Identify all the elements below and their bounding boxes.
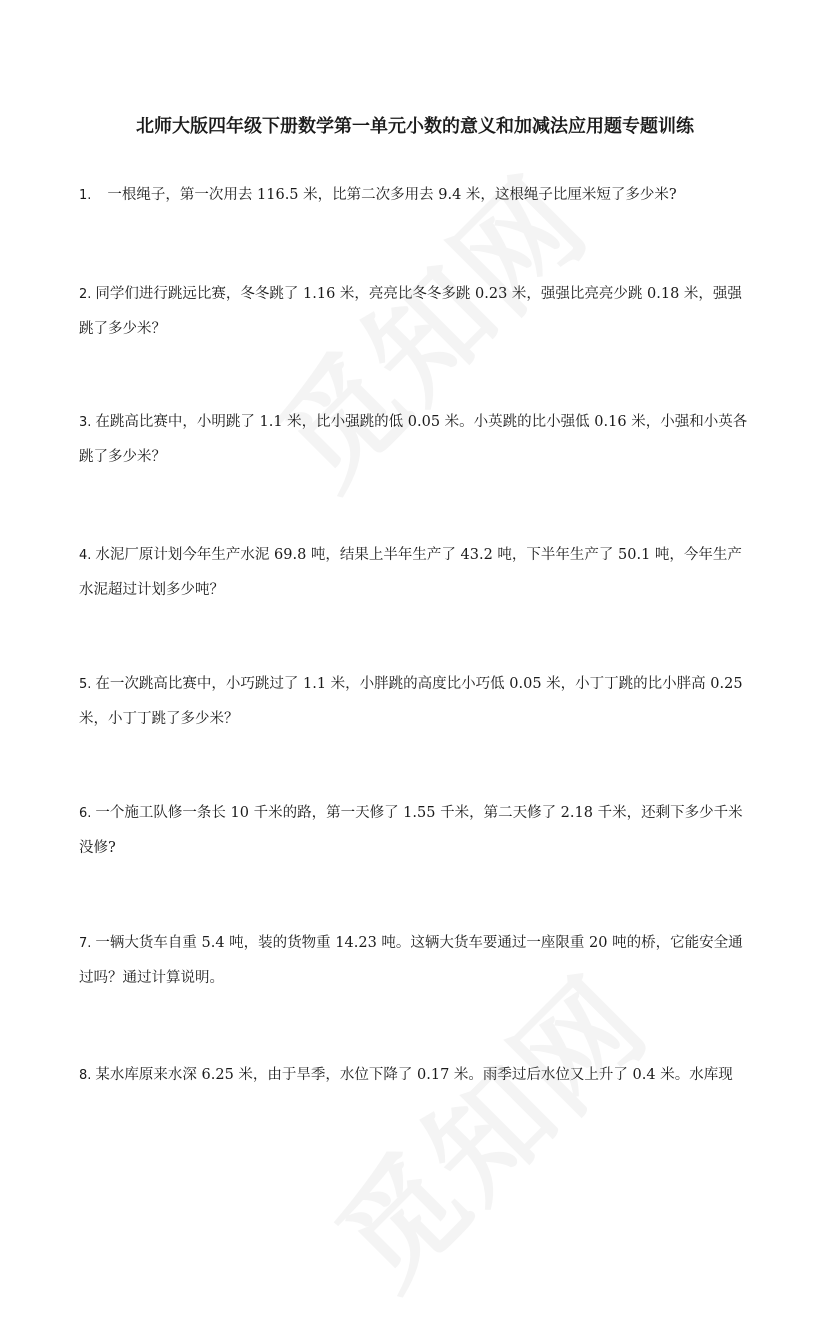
question-number: 5. bbox=[79, 677, 92, 692]
question-text: 一个施工队修一条长 10 千米的路，第一天修了 1.55 千米，第二天修了 2.18 千米，还剩下多少千米没修? bbox=[79, 805, 743, 856]
question-number: 4. bbox=[79, 548, 92, 563]
question-number: 7. bbox=[79, 936, 92, 951]
question-number: 8. bbox=[79, 1068, 92, 1083]
question-item bbox=[79, 538, 751, 608]
page-title: 北师大版四年级下册数学第一单元小数的意义和加减法应用题专题训练 bbox=[136, 116, 694, 137]
question-item bbox=[79, 796, 751, 866]
question-item bbox=[79, 405, 751, 475]
question-text: 一根绳子，第一次用去 116.5 米，比第二次多用去 9.4 米，这根绳子比厘米短了多少米? bbox=[107, 187, 677, 203]
question-text: 某水库原来水深 6.25 米，由于旱季，水位下降了 0.17 米。雨季过后水位又上升了 0.4 米。水库现 bbox=[95, 1067, 733, 1083]
question-item bbox=[79, 178, 751, 213]
question-text: 在跳高比赛中，小明跳了 1.1 米，比小强跳的低 0.05 米。小英跳的比小强低 0.16 米，小强和小英各跳了多少米？ bbox=[79, 414, 748, 465]
question-text: 水泥厂原计划今年生产水泥 69.8 吨，结果上半年生产了 43.2 吨，下半年生产了 50.1 吨，今年生产水泥超过计划多少吨？ bbox=[79, 547, 742, 598]
question-number: 6. bbox=[79, 806, 92, 821]
question-text: 一辆大货车自重 5.4 吨，装的货物重 14.23 吨。这辆大货车要通过一座限重 20 吨的桥，它能安全通过吗？通过计算说明。 bbox=[79, 935, 743, 986]
question-text: 同学们进行跳远比赛，冬冬跳了 1.16 米，亮亮比冬冬多跳 0.23 米，强强比亮亮少跳 0.18 米，强强跳了多少米？ bbox=[79, 286, 742, 337]
question-text: 在一次跳高比赛中，小巧跳过了 1.1 米，小胖跳的高度比小巧低 0.05 米，小丁丁跳的比小胖高 0.25 米，小丁丁跳了多少米？ bbox=[79, 676, 743, 727]
question-item bbox=[79, 277, 751, 347]
question-item bbox=[79, 667, 751, 737]
question-item bbox=[79, 926, 751, 996]
question-number: 2. bbox=[79, 287, 92, 302]
question-item bbox=[79, 1058, 751, 1093]
question-number: 3. bbox=[79, 415, 92, 430]
question-number: 1. bbox=[79, 188, 92, 203]
